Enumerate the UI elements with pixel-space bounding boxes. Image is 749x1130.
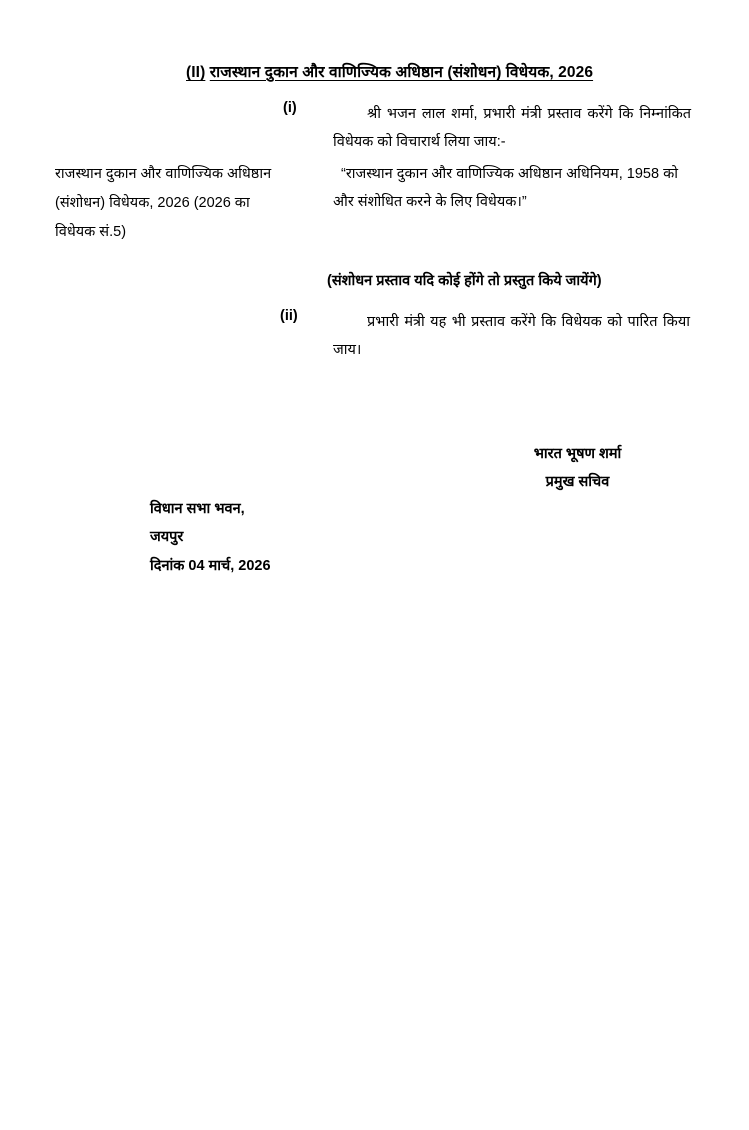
item-text-i: श्री भजन लाल शर्मा, प्रभारी मंत्री प्रस्ताव करेंगे कि निम्नांकित विधेयक को विचारार्थ लिया जाय:- xyxy=(333,106,691,151)
signature-designation: प्रमुख सचिव xyxy=(545,474,610,491)
footer-place-line1: विधान सभा भवन, xyxy=(150,501,245,517)
page-title xyxy=(186,62,686,84)
item-marker-ii: (ii) xyxy=(280,308,298,324)
amendment-note: (संशोधन प्रस्ताव यदि कोई होंगे तो प्रस्तुत किये जायेंगे) xyxy=(327,273,602,289)
signature-name: भारत भूषण शर्मा xyxy=(533,446,622,462)
page-title-number: (II) xyxy=(186,64,206,81)
page-title-text: राजस्थान दुकान और वाणिज्यिक अधिष्ठान (संशोधन) विधेयक, 2026 xyxy=(209,64,594,81)
bill-quote-text: “राजस्थान दुकान और वाणिज्यिक अधिष्ठान अधिनियम, 1958 को और संशोधित करने के लिए विधेयक।” xyxy=(333,166,678,211)
margin-note-bill-reference: राजस्थान दुकान और वाणिज्यिक अधिष्ठान (संशोधन) विधेयक, 2026 (2026 का विधेयक सं.5) xyxy=(55,166,272,240)
footer-block xyxy=(150,495,271,580)
footer-place-line2: जयपुर xyxy=(150,529,184,546)
item-marker-i: (i) xyxy=(283,100,297,116)
signature-block xyxy=(470,440,685,497)
item-text-ii: प्रभारी मंत्री यह भी प्रस्ताव करेंगे कि विधेयक को पारित किया जाय। xyxy=(333,314,690,359)
footer-date: दिनांक 04 मार्च, 2026 xyxy=(150,557,271,574)
